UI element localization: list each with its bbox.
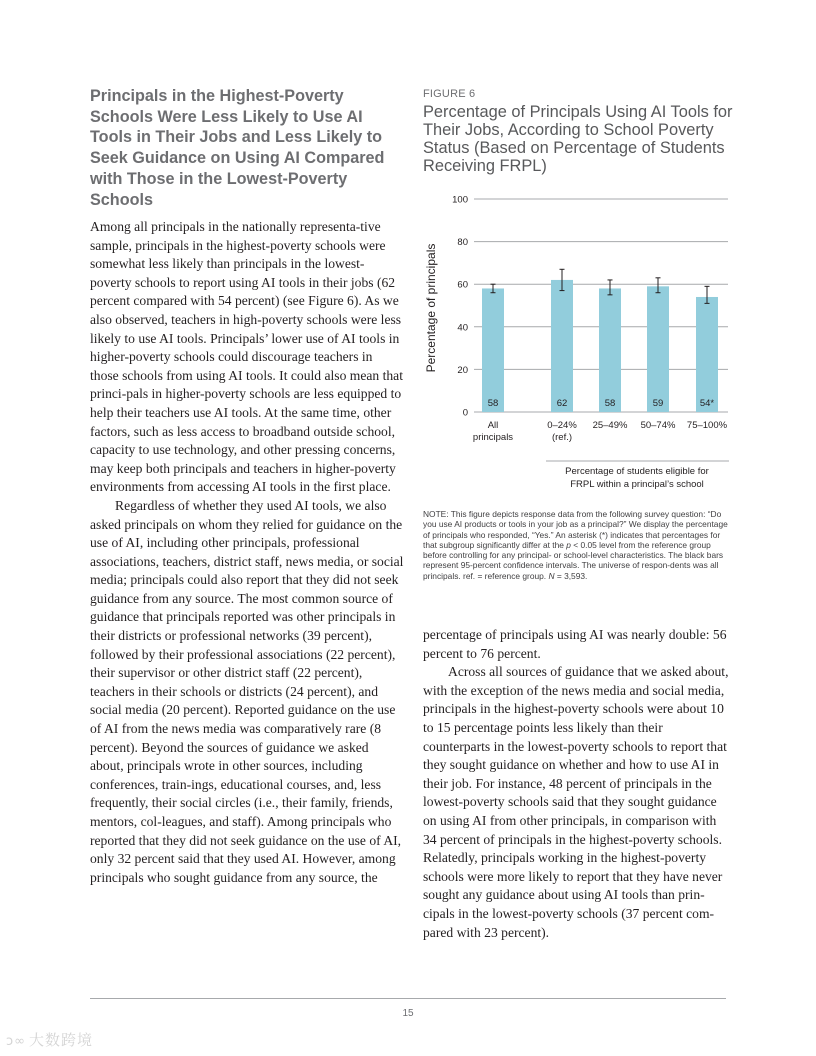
- bars: [482, 280, 718, 412]
- footer-divider: [90, 998, 726, 999]
- x-tick-label: principals: [472, 432, 514, 443]
- data-label: 59: [652, 398, 664, 409]
- y-tick-labels: [452, 195, 468, 419]
- x-tick-labels: [473, 420, 728, 443]
- watermark: [6, 1029, 93, 1050]
- watermark-text: 大数跨境: [28, 1031, 93, 1049]
- bar-chart: [420, 185, 736, 505]
- y-tick-label: 20: [457, 364, 468, 376]
- figure-note: [423, 509, 735, 581]
- note-text: < 0.05 level from the reference group before controlling for any principal- or school-level characteristics. The black bars represent 95-percent confidence intervals. The universe of respon-dents was all principals. ref. = reference group.: [423, 539, 724, 581]
- bar: [599, 288, 621, 412]
- paragraph: percentage of principals using AI was nearly double: 56 percent to 76 percent.: [423, 627, 727, 661]
- note-text: NOTE: This figure depicts response data from the following survey question: “Do you use AI products or tools in your job as a principal?” We display the percentage of principals who responded, “Yes.” An asterisk (*) indicates that percentages for that subgroup significantly differ at the: [423, 509, 728, 550]
- x-tick-label: (ref.): [551, 432, 573, 443]
- watermark-logo-icon: ↄ∞: [6, 1034, 26, 1049]
- x-axis-label-line-2: FRPL within a principal’s school: [570, 479, 704, 490]
- data-label: 54*: [699, 398, 715, 409]
- x-tick-label: 25–49%: [592, 420, 628, 431]
- note-n-symbol: N: [548, 570, 555, 581]
- y-tick-label: 60: [457, 279, 468, 291]
- section-heading: Principals in the Highest-Poverty Schools Were Less Likely to Use AI Tools in Their Jobs and Less Likely to Seek Guidance on Using AI Compared with Those in the Lowest-Poverty Schools: [90, 87, 385, 209]
- paragraph: Across all sources of guidance that we asked about, with the exception of the news media and social media, principals in the highest-poverty schools were about 10 to 15 percentage points less likely than their counterparts in the lowest-poverty schools to report that they sought guidance on whether and how to use AI in their job. For instance, 48 percent of principals in the lowest-poverty schools said that they sought guidance on using AI from other principals, in comparison with 34 percent of principals in the highest-poverty schools. Relatedly, principals working in the highest-poverty schools were more likely to report that they have never sought any guidance about using AI tools than prin-cipals in the lowest-poverty schools (37 percent com-pared with 23 percent).: [423, 664, 729, 940]
- paragraph: Regardless of whether they used AI tools, we also asked principals on whom they relied for guidance on the use of AI, including other principals, professional associations, teachers, district staff, news media, or social media; principals could also report that they did not seek guidance from any source. The most common source of guidance that principals reported was other principals in their districts or professional networks (39 percent), followed by their professional associations (22 percent), their supervisor or other district staff (22 percent), teachers in their schools or districts (24 percent), and social media (20 percent). Reported guidance on the use of AI from the news media was comparatively rare (8 percent). Beyond the sources of guidance we asked about, principals wrote in other sources, including conferences, train-ings, educational courses, and, less frequently, their social circles (i.e., their family, friends, mentors, col-leagues, and staff). Among principals who reported that they did not seek guidance on the use of AI, only 32 percent said that they used AI. However, among principals who sought guidance from any source, the: [90, 497, 404, 885]
- figure-label: FIGURE 6: [423, 88, 476, 100]
- y-tick-label: 80: [457, 237, 468, 249]
- note-p-symbol: p: [566, 539, 571, 550]
- data-label: 58: [487, 398, 499, 409]
- bar: [647, 286, 669, 412]
- x-tick-label: 0–24%: [547, 420, 577, 431]
- x-axis-label-line-1: Percentage of students eligible for: [565, 466, 709, 477]
- bar: [551, 280, 573, 412]
- note-text: = 3,593.: [554, 570, 588, 581]
- data-label: 58: [604, 398, 616, 409]
- y-tick-label: 100: [452, 194, 468, 206]
- x-tick-label: 50–74%: [640, 420, 676, 431]
- y-tick-label: 0: [462, 407, 468, 419]
- data-label: 62: [556, 398, 568, 409]
- bar: [482, 288, 504, 412]
- page-number: 15: [402, 1008, 414, 1019]
- bar: [696, 297, 718, 412]
- x-tick-label: 75–100%: [686, 420, 728, 431]
- figure-title: Percentage of Principals Using AI Tools for Their Jobs, According to School Poverty Status (Based on Percentage of Students Receiving FRPL): [423, 103, 733, 175]
- left-text-column: [90, 218, 404, 887]
- paragraph: Among all principals in the nationally representa-tive sample, principals in the highest-poverty schools were somewhat less likely than principals in the lowest-poverty schools to report using AI tools in their jobs (62 percent compared with 54 percent) (see Figure 6). As we also observed, teachers in high-poverty schools were less likely to use AI tools. Principals’ lower use of AI tools in higher-poverty schools could discourage teachers in those schools from using AI tools. It could also mean that princi-pals in higher-poverty schools are less equipped to help their teachers use AI tools. At the same time, other factors, such as less access to broadband outside school, capacity to use technology, and other pressing concerns, may keep both principals and teachers in higher-poverty environments from accessing AI tools in the first place.: [90, 219, 403, 495]
- x-tick-label: All: [487, 420, 499, 431]
- y-axis-label: Percentage of principals: [424, 243, 438, 373]
- y-tick-label: 40: [457, 322, 468, 334]
- right-text-column: [423, 626, 729, 942]
